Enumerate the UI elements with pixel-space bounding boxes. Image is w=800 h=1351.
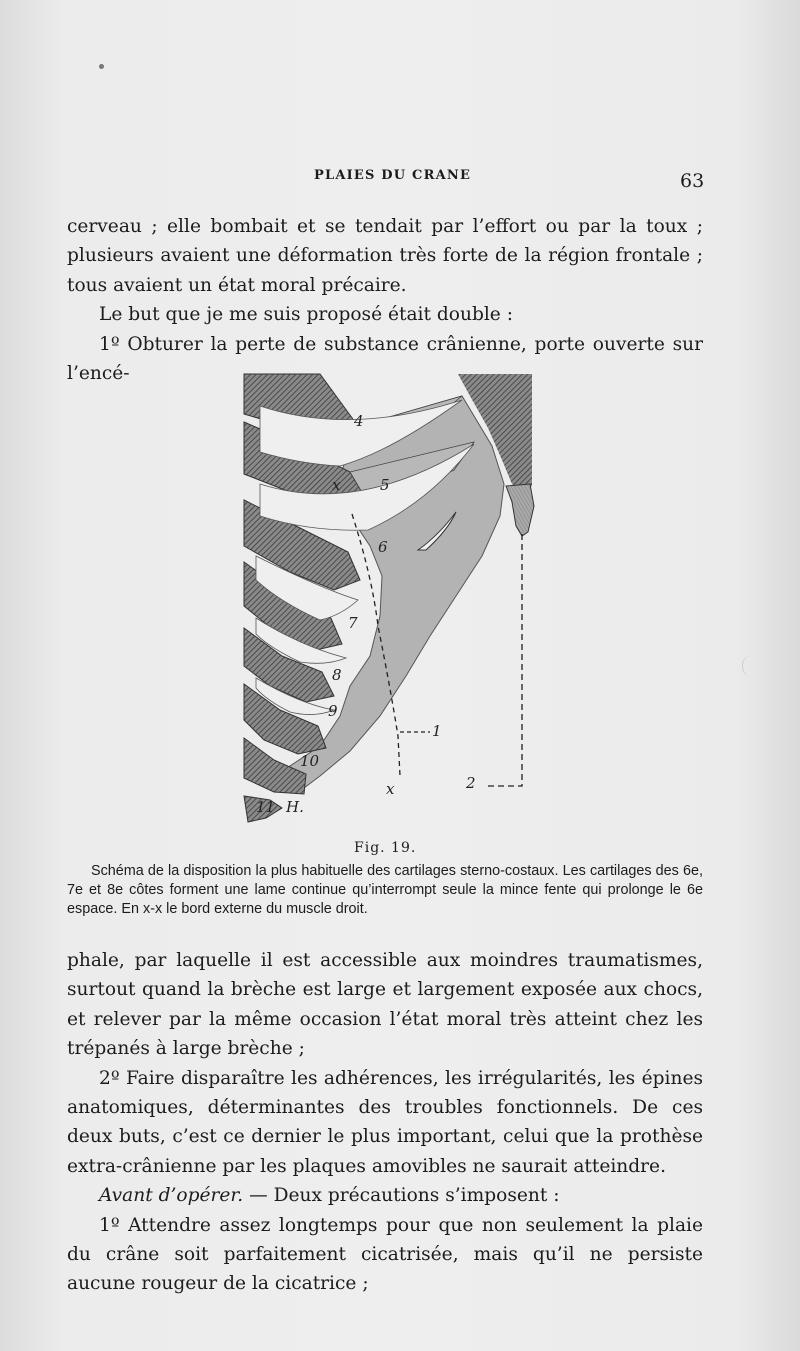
rib-label-6: 6 xyxy=(378,538,388,556)
rib-label-4: 4 xyxy=(354,412,364,430)
rib-label-8: 8 xyxy=(332,666,342,684)
figure-label: Fig. 19. xyxy=(354,840,417,856)
paragraph xyxy=(67,1181,703,1210)
rib-label-11: 11 xyxy=(256,798,276,816)
paragraph: 2º Faire disparaître les adhérences, les irrégularités, les épines anatomiques, déterminantes des troubles fonctionnels. De ces deux buts, c’est ce dernier le plus important, celui que la prothèse extra-crânienne par les plaques amovibles ne saurait atteindre. xyxy=(67,1067,703,1177)
figure-caption xyxy=(67,862,703,919)
rib-label-5: 5 xyxy=(380,476,390,494)
page-number: 63 xyxy=(680,170,705,192)
paper-mark xyxy=(742,656,757,676)
paragraph: Le but que je me suis proposé était double : xyxy=(99,304,513,326)
paragraph: 1º Attendre assez longtemps pour que non seulement la plaie du crâne soit parfaitement cicatrisée, mais qu’il ne persiste aucune rougeur de la cicatrice ; xyxy=(67,1214,703,1295)
engraver-signature: H. xyxy=(286,798,304,816)
marker-x-upper: x xyxy=(332,476,341,494)
rib-label-9: 9 xyxy=(328,702,338,720)
running-title: PLAIES DU CRANE xyxy=(314,168,472,183)
body-text-top xyxy=(67,212,703,388)
rib-label-10: 10 xyxy=(300,752,320,770)
rib-cartilage-figure xyxy=(230,366,560,830)
right-dashed-line xyxy=(488,534,522,786)
caption-text: Schéma de la disposition la plus habituelle des cartilages sterno-costaux. Les cartilages des 6e, 7e et 8e côtes forment une lame continue qu’interrompt seule la mince fente qui prolonge le 6e espace. En x-x le bord externe du muscle droit. xyxy=(67,863,703,917)
paragraph: 1º Obturer la perte de substance crânienne, porte ouverte sur l’encé- xyxy=(67,333,703,385)
rib-label-7: 7 xyxy=(348,614,358,632)
marker-2: 2 xyxy=(466,774,476,792)
paragraph: phale, par laquelle il est accessible aux moindres traumatismes, surtout quand la brèche est large et largement exposée aux chocs, et relever par la même occasion l’état moral très atteint chez les trépanés à large brèche ; xyxy=(67,950,703,1060)
italic-heading: Avant d’opérer. xyxy=(99,1185,244,1207)
body-text-bottom xyxy=(67,946,703,1299)
paragraph-rest: — Deux précautions s’imposent : xyxy=(243,1185,560,1207)
marker-x-lower: x xyxy=(386,780,395,798)
ink-speck xyxy=(99,64,104,69)
marker-1: 1 xyxy=(432,722,442,740)
xiphoid xyxy=(506,484,534,536)
paragraph: cerveau ; elle bombait et se tendait par l’effort ou par la toux ; plusieurs avaient une déformation très forte de la région frontale ; tous avaient un état moral précaire. xyxy=(67,216,703,296)
